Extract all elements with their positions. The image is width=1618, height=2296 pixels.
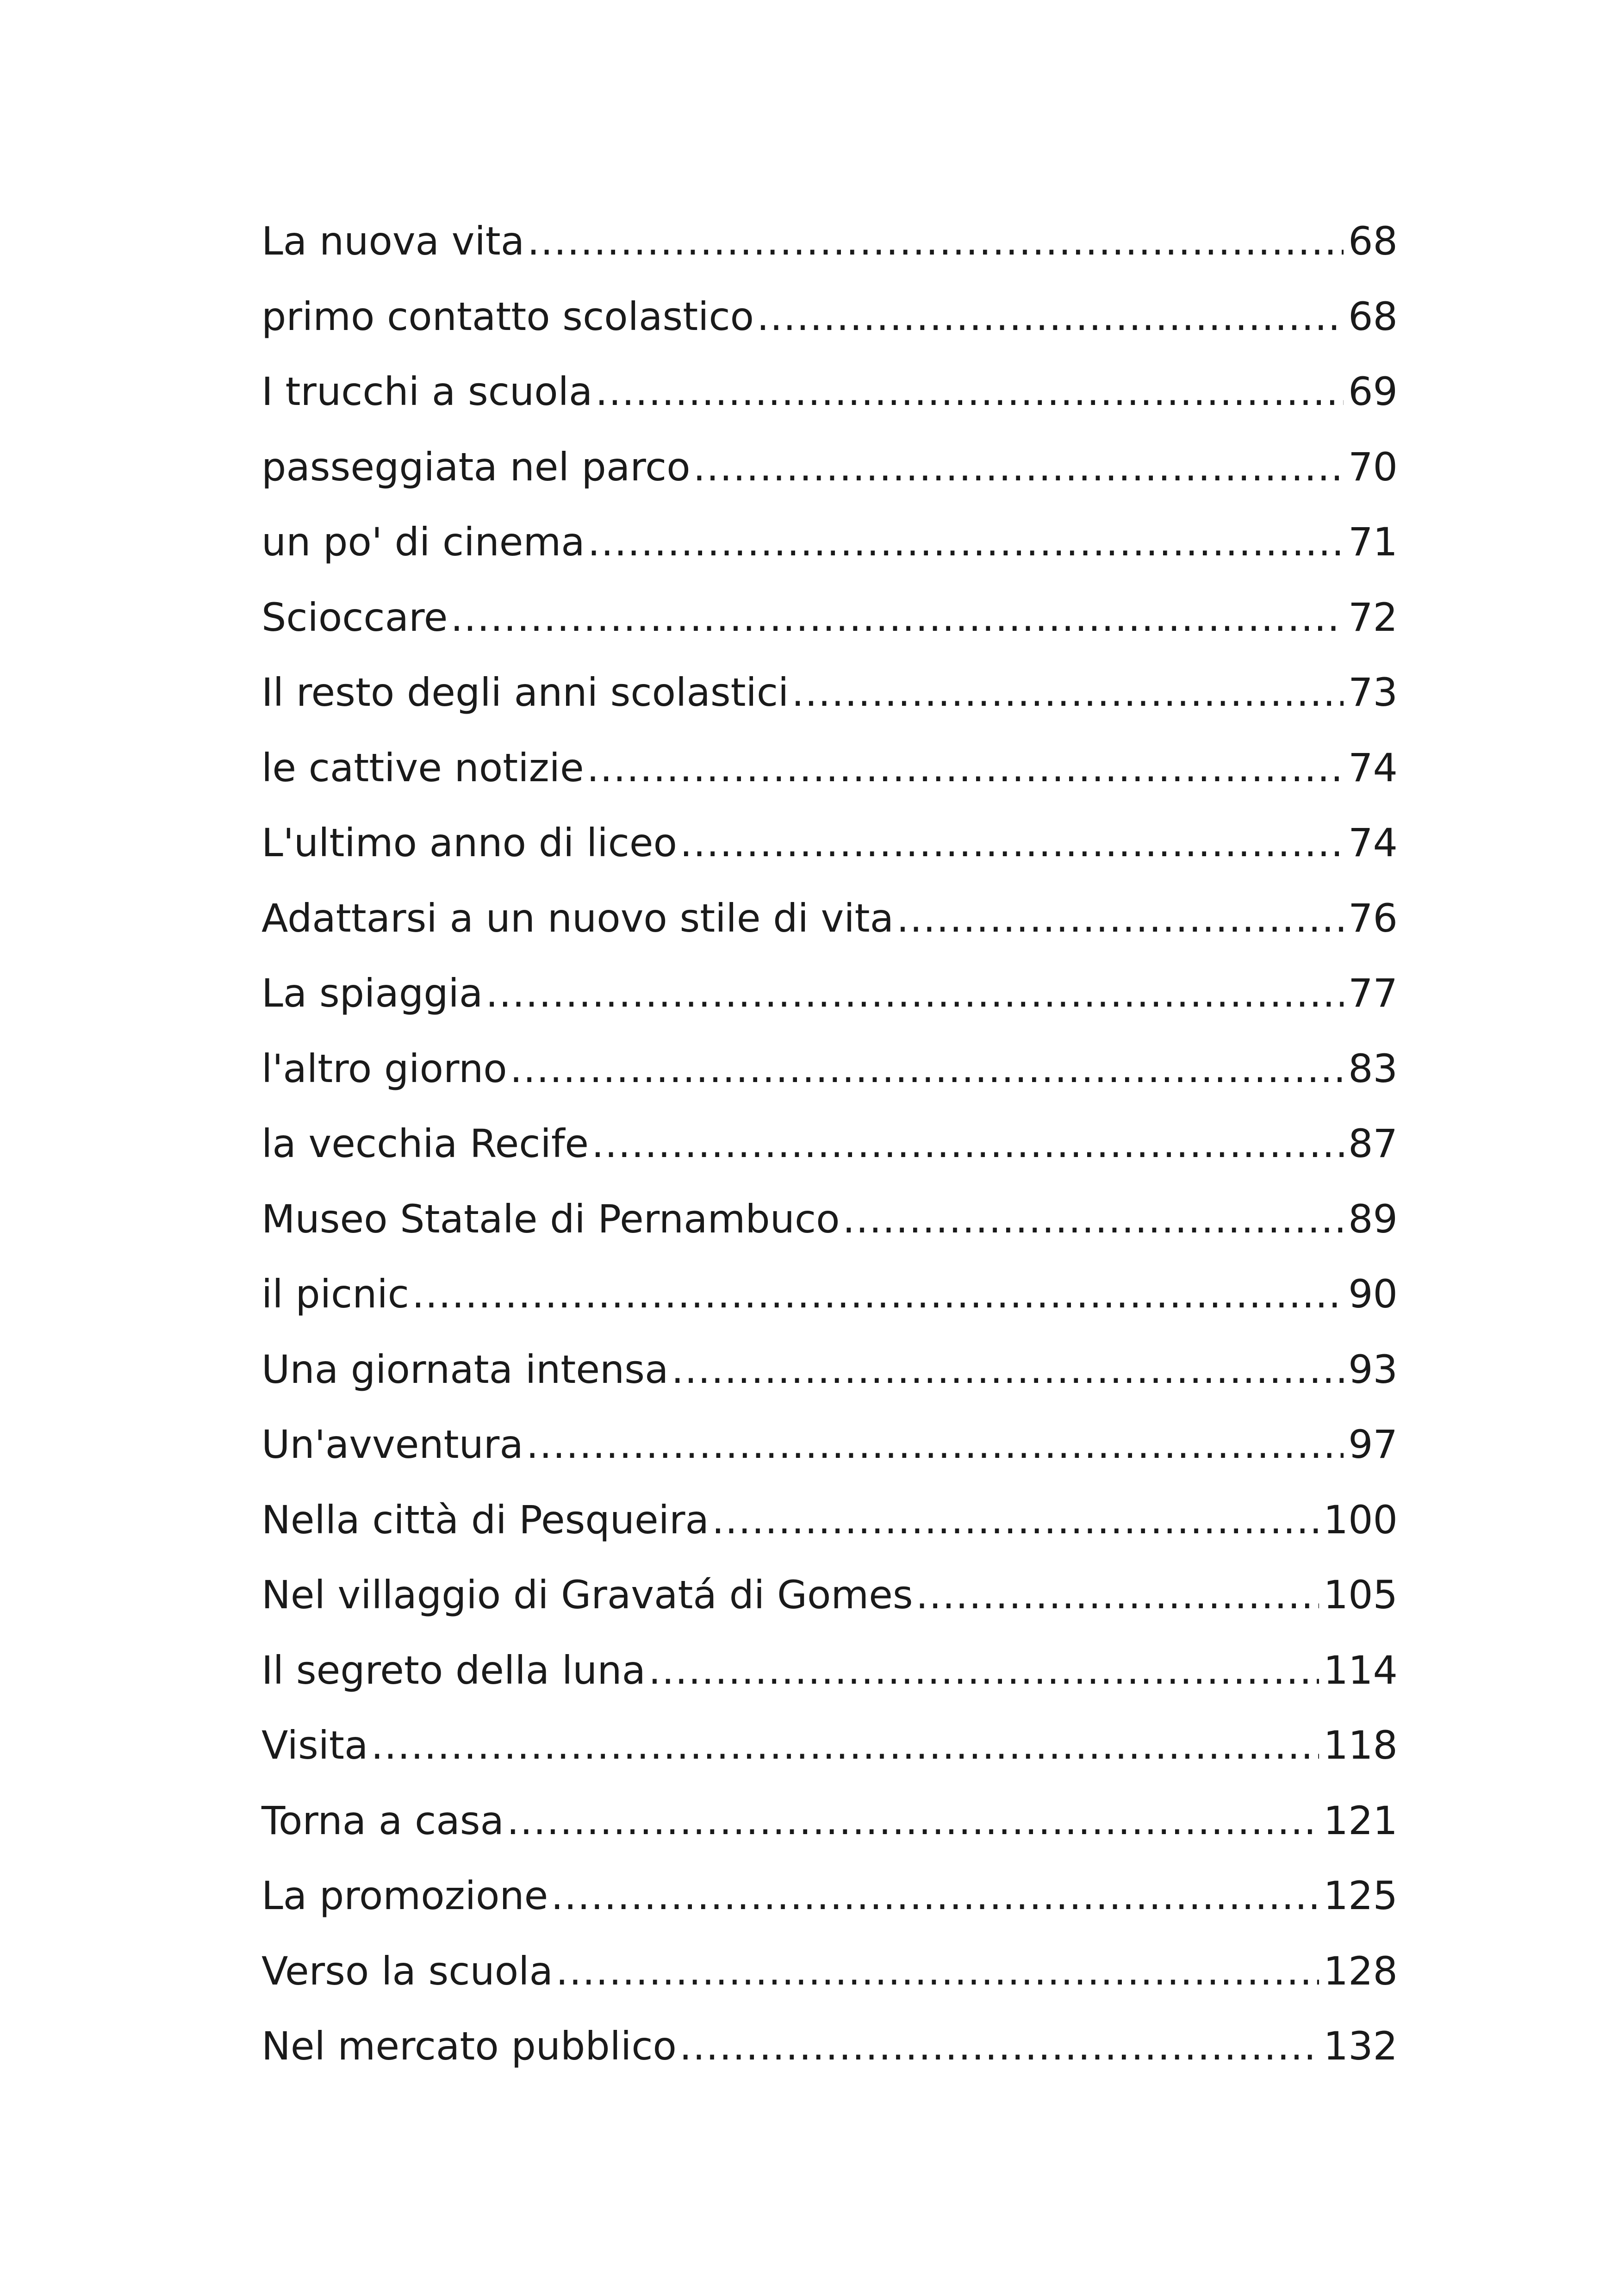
- toc-entry-page: 76: [1348, 895, 1398, 941]
- dot-leader: [526, 1407, 1344, 1482]
- dot-leader: [843, 1182, 1344, 1257]
- dot-leader: [595, 354, 1344, 429]
- dot-leader: [371, 1708, 1319, 1783]
- toc-entry-title: primo contatto scolastico: [261, 293, 754, 339]
- toc-entry[interactable]: [261, 1633, 1398, 1708]
- toc-entry[interactable]: [261, 881, 1398, 956]
- dot-leader: [896, 881, 1344, 956]
- dot-leader: [588, 504, 1344, 580]
- dot-leader: [916, 1557, 1319, 1633]
- toc-entry-title: un po' di cinema: [261, 519, 585, 565]
- toc-entry-title: L'ultimo anno di liceo: [261, 820, 677, 865]
- dot-leader: [648, 1633, 1319, 1708]
- toc-entry-page: 132: [1323, 2023, 1398, 2069]
- toc-entry-page: 70: [1348, 444, 1398, 490]
- toc-entry-title: Nel villaggio di Gravatá di Gomes: [261, 1572, 913, 1618]
- dot-leader: [527, 204, 1344, 279]
- toc-entry-title: Museo Statale di Pernambuco: [261, 1196, 840, 1242]
- dot-leader: [556, 1934, 1319, 2009]
- toc-entry-title: l'altro giorno: [261, 1045, 507, 1091]
- toc-entry-page: 68: [1348, 218, 1398, 264]
- toc-entry-title: il picnic: [261, 1271, 409, 1317]
- toc-entry-title: Visita: [261, 1723, 368, 1768]
- toc-entry-page: 125: [1323, 1873, 1398, 1918]
- toc-entry-page: 74: [1348, 820, 1398, 865]
- toc-entry[interactable]: [261, 1858, 1398, 1934]
- dot-leader: [680, 805, 1344, 881]
- toc-entry-page: 114: [1323, 1647, 1398, 1693]
- toc-entry-title: la vecchia Recife: [261, 1121, 589, 1166]
- toc-entry-page: 118: [1323, 1723, 1398, 1768]
- dot-leader: [551, 1858, 1319, 1934]
- toc-entry-title: Una giornata intensa: [261, 1346, 669, 1392]
- toc-entry-page: 72: [1348, 594, 1398, 640]
- dot-leader: [712, 1482, 1319, 1558]
- toc-entry[interactable]: [261, 580, 1398, 655]
- dot-leader: [485, 956, 1344, 1031]
- toc-entry[interactable]: [261, 1482, 1398, 1558]
- toc-entry-title: Un'avventura: [261, 1422, 523, 1467]
- dot-leader: [412, 1257, 1344, 1332]
- toc-entry[interactable]: [261, 1407, 1398, 1482]
- toc-entry-title: Scioccare: [261, 594, 448, 640]
- dot-leader: [507, 1783, 1319, 1859]
- toc-entry[interactable]: [261, 1257, 1398, 1332]
- toc-entry-page: 105: [1323, 1572, 1398, 1618]
- toc-entry[interactable]: [261, 805, 1398, 881]
- toc-entry-title: La nuova vita: [261, 218, 525, 264]
- toc-entry-title: Nel mercato pubblico: [261, 2023, 677, 2069]
- dot-leader: [587, 730, 1344, 806]
- toc-entry-page: 90: [1348, 1271, 1398, 1317]
- toc-entry[interactable]: [261, 1557, 1398, 1633]
- toc-entry[interactable]: [261, 1031, 1398, 1107]
- toc-entry[interactable]: [261, 2009, 1398, 2084]
- toc-entry-page: 128: [1323, 1948, 1398, 1994]
- toc-entry[interactable]: [261, 504, 1398, 580]
- toc-entry[interactable]: [261, 1106, 1398, 1182]
- toc-entry-page: 87: [1348, 1121, 1398, 1166]
- toc-entry-page: 89: [1348, 1196, 1398, 1242]
- toc-entry-page: 73: [1348, 670, 1398, 715]
- toc-entry-title: le cattive notizie: [261, 745, 584, 790]
- toc-entry[interactable]: [261, 655, 1398, 730]
- toc-entry[interactable]: [261, 1182, 1398, 1257]
- toc-entry-title: Il resto degli anni scolastici: [261, 670, 789, 715]
- toc-entry-title: Nella città di Pesqueira: [261, 1497, 709, 1543]
- toc-entry-title: Adattarsi a un nuovo stile di vita: [261, 895, 894, 941]
- toc-entry-title: La spiaggia: [261, 971, 483, 1016]
- toc-entry-title: Verso la scuola: [261, 1948, 553, 1994]
- toc-entry[interactable]: [261, 354, 1398, 429]
- table-of-contents: [261, 204, 1398, 2084]
- toc-entry-page: 69: [1348, 369, 1398, 414]
- toc-entry-page: 77: [1348, 971, 1398, 1016]
- dot-leader: [693, 429, 1344, 505]
- toc-entry-page: 71: [1348, 519, 1398, 565]
- toc-entry-page: 121: [1323, 1798, 1398, 1843]
- toc-entry[interactable]: [261, 1934, 1398, 2009]
- toc-entry[interactable]: [261, 730, 1398, 806]
- toc-entry-page: 97: [1348, 1422, 1398, 1467]
- toc-entry[interactable]: [261, 204, 1398, 279]
- toc-entry-title: Il segreto della luna: [261, 1647, 646, 1693]
- dot-leader: [679, 2009, 1319, 2084]
- toc-entry-page: 100: [1323, 1497, 1398, 1543]
- dot-leader: [791, 655, 1344, 730]
- toc-entry[interactable]: [261, 279, 1398, 355]
- toc-entry[interactable]: [261, 1783, 1398, 1859]
- toc-entry-title: passeggiata nel parco: [261, 444, 691, 490]
- toc-entry[interactable]: [261, 429, 1398, 505]
- dot-leader: [450, 580, 1344, 655]
- toc-entry-title: Torna a casa: [261, 1798, 504, 1843]
- toc-entry-page: 93: [1348, 1346, 1398, 1392]
- dot-leader: [672, 1332, 1344, 1407]
- toc-entry-page: 74: [1348, 745, 1398, 790]
- dot-leader: [510, 1031, 1344, 1107]
- toc-entry-title: La promozione: [261, 1873, 548, 1918]
- toc-entry-page: 68: [1348, 293, 1398, 339]
- toc-entry[interactable]: [261, 956, 1398, 1031]
- toc-entry-page: 83: [1348, 1045, 1398, 1091]
- toc-entry[interactable]: [261, 1708, 1398, 1783]
- dot-leader: [757, 279, 1344, 355]
- toc-entry[interactable]: [261, 1332, 1398, 1407]
- dot-leader: [591, 1106, 1344, 1182]
- toc-entry-title: I trucchi a scuola: [261, 369, 593, 414]
